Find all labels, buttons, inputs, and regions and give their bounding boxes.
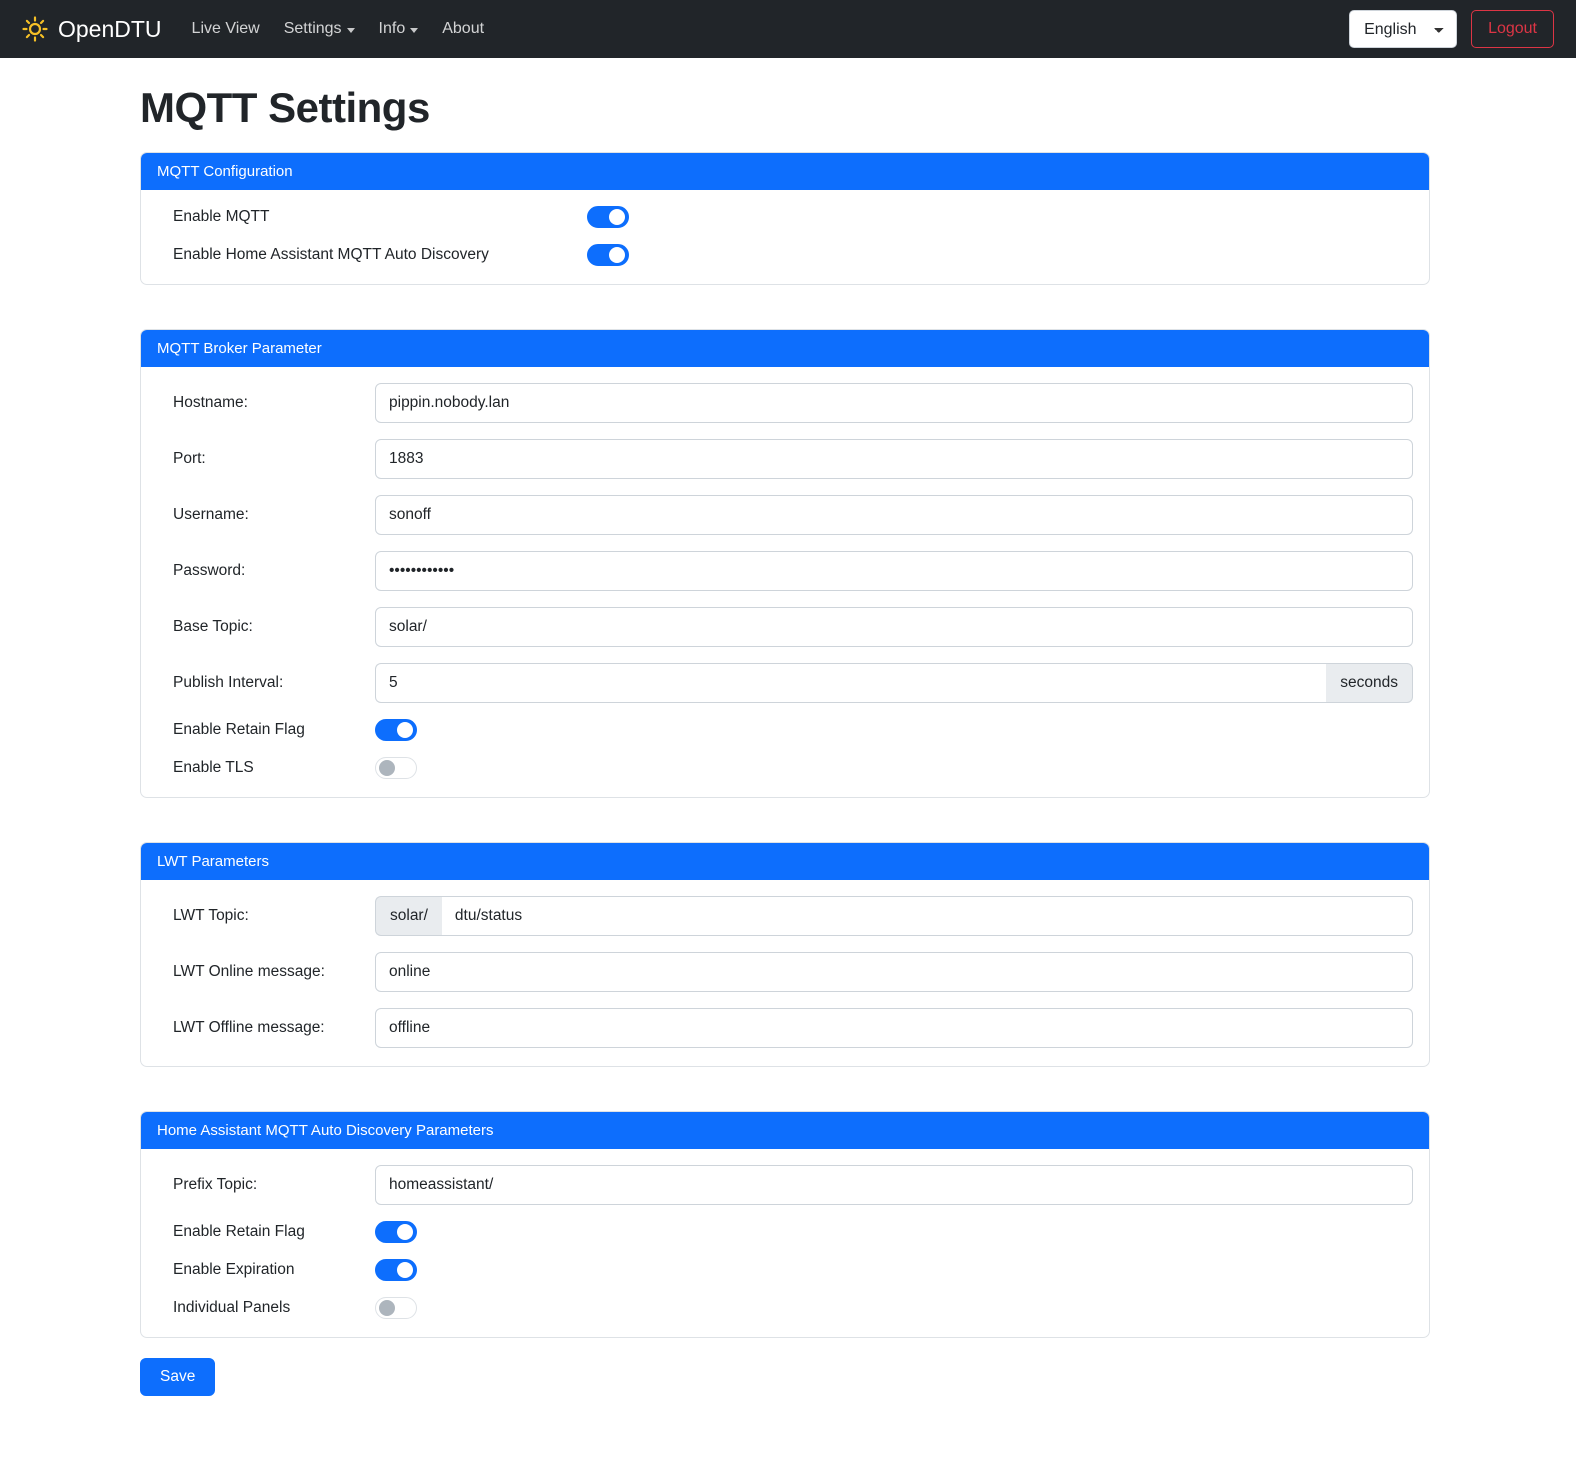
label-username: Username: [173, 506, 249, 523]
publish-interval-input[interactable] [375, 663, 1326, 703]
row-port [157, 439, 1413, 479]
label-enable-ha-discovery: Enable Home Assistant MQTT Auto Discovery [173, 246, 489, 263]
toggle-ha-expiration[interactable] [375, 1259, 417, 1281]
hostname-input[interactable] [375, 383, 1413, 423]
lwt-topic-prefix: solar/ [375, 896, 442, 936]
row-enable-tls [157, 757, 1413, 779]
control-individual-panels [375, 1297, 1413, 1319]
toggle-enable-mqtt[interactable] [587, 206, 629, 228]
card-header: Home Assistant MQTT Auto Discovery Parameters [141, 1112, 1429, 1149]
nav-links [180, 12, 497, 46]
nav-item-info[interactable] [367, 12, 431, 46]
row-base-topic [157, 607, 1413, 647]
control-enable-tls [375, 757, 1413, 779]
card-lwt-parameters [140, 842, 1430, 1067]
row-publish-interval [157, 663, 1413, 703]
chevron-down-icon [347, 28, 355, 33]
port-input[interactable] [375, 439, 1413, 479]
label-enable-mqtt: Enable MQTT [173, 208, 270, 225]
control-ha-expiration [375, 1259, 1413, 1281]
language-select[interactable] [1349, 10, 1457, 48]
publish-interval-group [375, 663, 1413, 703]
lwt-online-input[interactable] [375, 952, 1413, 992]
label-base-topic: Base Topic: [173, 618, 253, 635]
control-prefix-topic [375, 1165, 1413, 1205]
label-ha-retain-flag: Enable Retain Flag [173, 1223, 305, 1240]
save-row [140, 1358, 1576, 1396]
card-body [141, 1149, 1429, 1337]
logout-button[interactable]: Logout [1471, 10, 1554, 48]
navbar [0, 0, 1576, 58]
label-lwt-offline: LWT Offline message: [173, 1019, 325, 1036]
card-mqtt-broker [140, 329, 1430, 798]
row-retain-flag [157, 719, 1413, 741]
card-homeassistant-discovery [140, 1111, 1430, 1338]
control-lwt-online [375, 952, 1413, 992]
lwt-topic-input[interactable] [442, 896, 1413, 936]
label-hostname: Hostname: [173, 394, 248, 411]
card-header: MQTT Broker Parameter [141, 330, 1429, 367]
label-publish-interval: Publish Interval: [173, 674, 284, 691]
control-lwt-topic [375, 896, 1413, 936]
control-enable-ha-discovery [587, 244, 1413, 266]
row-ha-expiration [157, 1259, 1413, 1281]
save-button[interactable]: Save [140, 1358, 215, 1396]
label-retain-flag: Enable Retain Flag [173, 721, 305, 738]
card-body [141, 190, 1429, 284]
card-mqtt-configuration [140, 152, 1430, 285]
control-username [375, 495, 1413, 535]
control-base-topic [375, 607, 1413, 647]
control-ha-retain-flag [375, 1221, 1413, 1243]
lwt-offline-input[interactable] [375, 1008, 1413, 1048]
toggle-individual-panels[interactable] [375, 1297, 417, 1319]
navbar-right [1349, 10, 1554, 48]
toggle-enable-tls[interactable] [375, 757, 417, 779]
label-lwt-online: LWT Online message: [173, 963, 325, 980]
brand-label: OpenDTU [58, 15, 162, 42]
control-publish-interval [375, 663, 1413, 703]
nav-item-label: Settings [283, 20, 342, 37]
nav-item-live-view[interactable] [180, 12, 272, 46]
card-body [141, 880, 1429, 1066]
control-port [375, 439, 1413, 479]
control-password [375, 551, 1413, 591]
chevron-down-icon [410, 28, 418, 33]
row-lwt-offline [157, 1008, 1413, 1048]
row-ha-retain-flag [157, 1221, 1413, 1243]
control-hostname [375, 383, 1413, 423]
control-retain-flag [375, 719, 1413, 741]
label-enable-tls: Enable TLS [173, 759, 254, 776]
username-input[interactable] [375, 495, 1413, 535]
row-password [157, 551, 1413, 591]
nav-item-label: About [442, 20, 485, 37]
card-body [141, 367, 1429, 797]
control-lwt-offline [375, 1008, 1413, 1048]
sun-icon [22, 16, 48, 42]
nav-item-label: Info [378, 20, 406, 37]
label-prefix-topic: Prefix Topic: [173, 1176, 258, 1193]
toggle-enable-ha-discovery[interactable] [587, 244, 629, 266]
nav-item-settings[interactable] [272, 12, 367, 46]
label-password: Password: [173, 562, 246, 579]
toggle-ha-retain-flag[interactable] [375, 1221, 417, 1243]
row-lwt-online [157, 952, 1413, 992]
label-lwt-topic: LWT Topic: [173, 907, 249, 924]
toggle-retain-flag[interactable] [375, 719, 417, 741]
prefix-topic-input[interactable] [375, 1165, 1413, 1205]
base-topic-input[interactable] [375, 607, 1413, 647]
nav-item-about[interactable] [430, 12, 496, 46]
page-content [0, 84, 1576, 1426]
label-port: Port: [173, 450, 206, 467]
brand-link[interactable] [22, 16, 162, 43]
page-title: MQTT Settings [140, 84, 430, 131]
label-individual-panels: Individual Panels [173, 1299, 291, 1316]
row-username [157, 495, 1413, 535]
row-individual-panels [157, 1297, 1413, 1319]
lwt-topic-group [375, 896, 1413, 936]
row-hostname [157, 383, 1413, 423]
publish-interval-unit: seconds [1326, 663, 1413, 703]
card-header: MQTT Configuration [141, 153, 1429, 190]
row-enable-mqtt [157, 206, 1413, 228]
row-lwt-topic [157, 896, 1413, 936]
row-prefix-topic [157, 1165, 1413, 1205]
nav-item-label: Live View [191, 20, 260, 37]
row-enable-ha-discovery [157, 244, 1413, 266]
control-enable-mqtt [587, 206, 1413, 228]
label-ha-expiration: Enable Expiration [173, 1261, 295, 1278]
password-input[interactable] [375, 551, 1413, 591]
card-header: LWT Parameters [141, 843, 1429, 880]
